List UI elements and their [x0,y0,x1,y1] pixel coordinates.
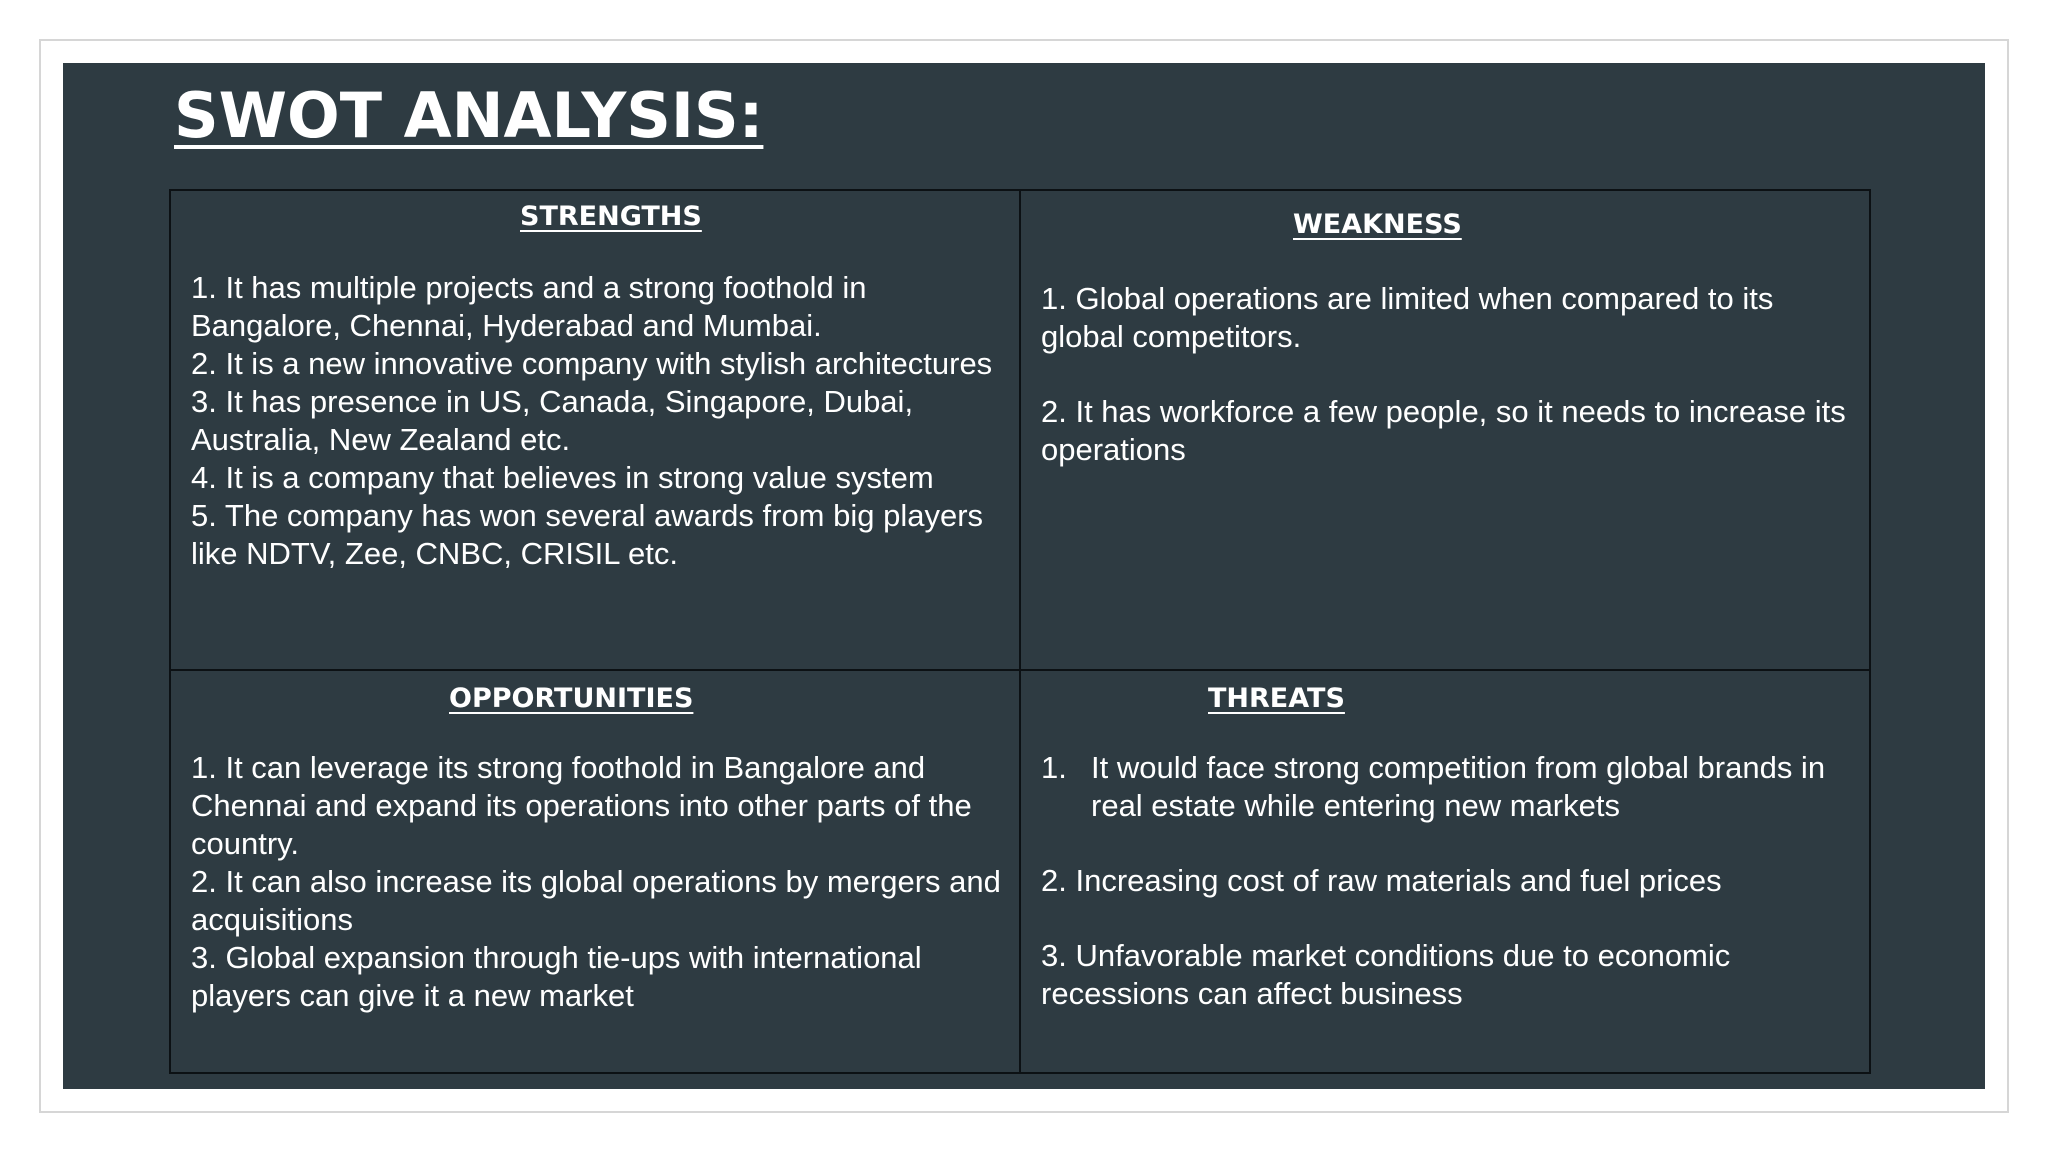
strengths-heading: STRENGTHS [520,201,702,232]
threats-item: 2. Increasing cost of raw materials and fuel prices [1041,863,1722,898]
strengths-item: 5. The company has won several awards from big players like NDTV, Zee, CNBC, CRISIL etc. [191,498,984,571]
opportunities-item: 1. It can leverage its strong foothold in Bangalore and Chennai and expand its operations into other parts of the country. [191,750,972,861]
strengths-item: 2. It is a new innovative company with stylish architectures [191,346,993,381]
swot-table [169,189,1871,1074]
weakness-cell [1021,191,1871,671]
opportunities-cell [171,671,1021,1072]
weakness-item: 1. Global operations are limited when compared to its global competitors. [1041,281,1774,354]
opportunities-list [191,749,1021,1015]
threats-cell [1021,671,1871,1072]
threats-list [1041,749,1856,1013]
slide-title: SWOT ANALYSIS: [174,79,764,152]
strengths-item: 1. It has multiple projects and a strong foothold in Bangalore, Chennai, Hyderabad and Mumbai. [191,270,867,343]
weakness-item: 2. It has workforce a few people, so it needs to increase its operations [1041,394,1846,467]
threats-item [1041,749,1856,825]
strengths-item: 4. It is a company that believes in strong value system [191,460,934,495]
strengths-cell [171,191,1021,671]
threats-heading: THREATS [1208,683,1345,714]
opportunities-item: 2. It can also increase its global operations by mergers and acquisitions [191,864,1001,937]
weakness-heading: WEAKNESS [1293,209,1462,240]
slide [63,63,1985,1089]
opportunities-item: 3. Global expansion through tie-ups with international players can give it a new market [191,940,922,1013]
threats-item-text: It would face strong competition from global brands in real estate while entering new markets [1091,750,1826,823]
strengths-item: 3. It has presence in US, Canada, Singapore, Dubai, Australia, New Zealand etc. [191,384,914,457]
threats-item-number: 1. [1041,750,1067,785]
threats-item: 3. Unfavorable market conditions due to economic recessions can affect business [1041,938,1731,1011]
strengths-list [191,269,1021,573]
weakness-list [1041,280,1856,469]
opportunities-heading: OPPORTUNITIES [449,683,694,714]
